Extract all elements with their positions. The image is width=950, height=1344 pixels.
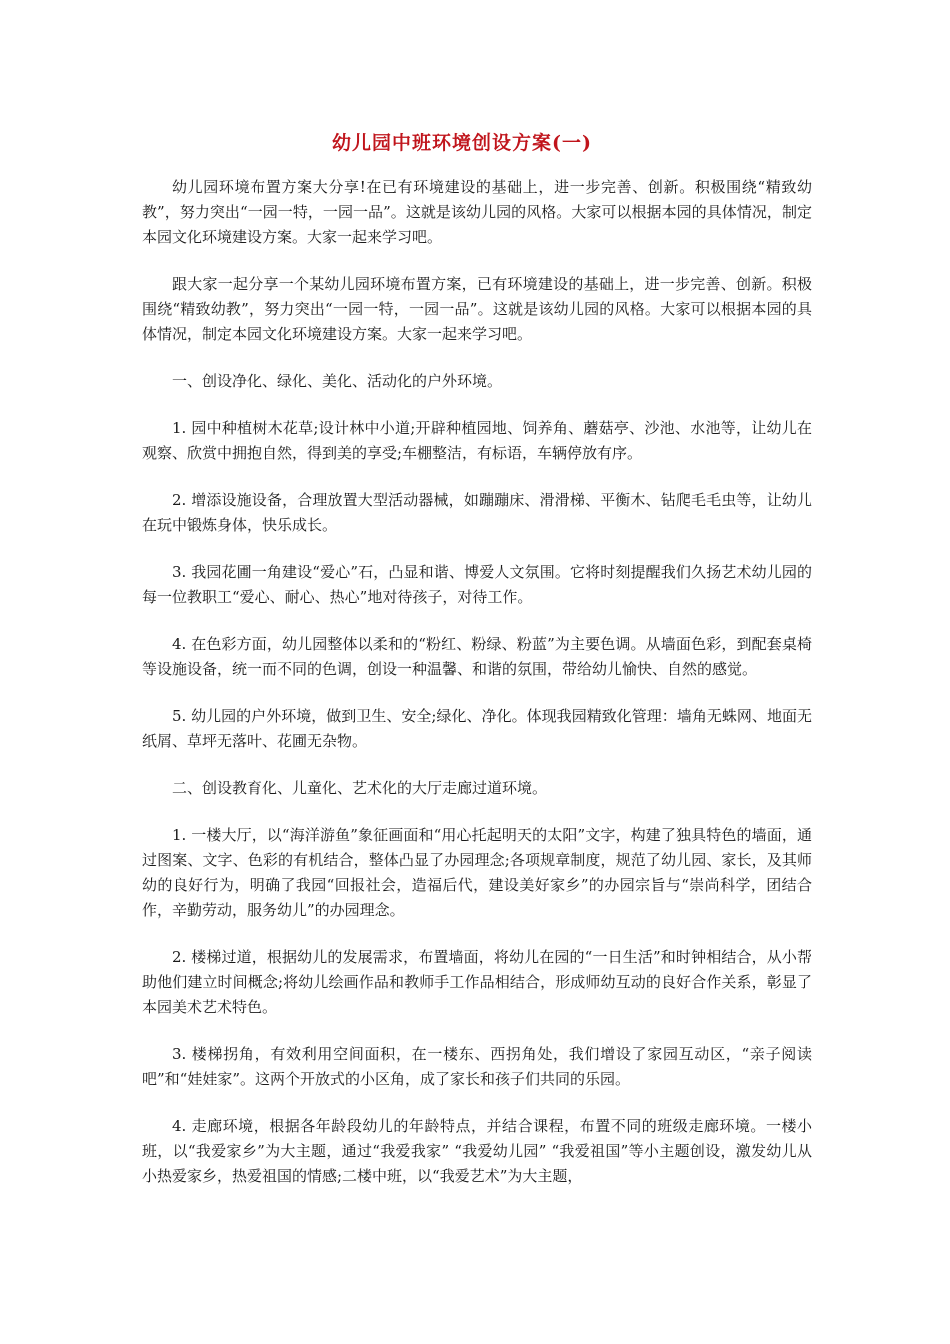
document-title: 幼儿园中班环境创设方案(一) xyxy=(332,132,592,154)
intro-paragraph-2: 跟大家一起分享一个某幼儿园环境布置方案，已有环境建设的基础上，进一步完善、创新。积极围绕“精致幼教”，努力突出“一园一特，一园一品”。这就是该幼儿园的风格。大家可以根据本园的具体情况，制定本园文化环境建设方案。大家一起来学习吧。 xyxy=(142,275,812,343)
section-1-item-5: 5. 幼儿园的户外环境，做到卫生、安全;绿化、净化。体现我园精致化管理：墙角无蛛网、地面无纸屑、草坪无落叶、花圃无杂物。 xyxy=(142,707,812,750)
section-1-item-1: 1. 园中种植树木花草;设计林中小道;开辟种植园地、饲养角、蘑菇亭、沙池、水池等，让幼儿在观察、欣赏中拥抱自然，得到美的享受;车棚整洁，有标语，车辆停放有序。 xyxy=(142,419,812,462)
section-2-item-1: 1. 一楼大厅，以“海洋游鱼”象征画面和“用心托起明天的太阳”文字，构建了独具特色的墙面，通过图案、文字、色彩的有机结合，整体凸显了办园理念;各项规章制度，规范了幼儿园、家长，及其师幼的良好行为，明确了我园“回报社会，造福后代，建设美好家乡”的办园宗旨与“崇尚科学，团结合作，辛勤劳动，服务幼儿”的办园理念。 xyxy=(142,826,812,919)
section-1-item-2: 2. 增添设施设备，合理放置大型活动器械，如蹦蹦床、滑滑梯、平衡木、钻爬毛毛虫等，让幼儿在玩中锻炼身体，快乐成长。 xyxy=(142,491,812,534)
section-2-item-3: 3. 楼梯拐角，有效利用空间面积，在一楼东、西拐角处，我们增设了家园互动区，“亲子阅读吧”和“娃娃家”。这两个开放式的小区角，成了家长和孩子们共同的乐园。 xyxy=(142,1045,812,1088)
section-1-item-3: 3. 我园花圃一角建设“爱心”石，凸显和谐、博爱人文氛围。它将时刻提醒我们久扬艺术幼儿园的每一位教职工“爱心、耐心、热心”地对待孩子，对待工作。 xyxy=(142,563,812,606)
intro-paragraph-1: 幼儿园环境布置方案大分享!在已有环境建设的基础上，进一步完善、创新。积极围绕“精致幼教”，努力突出“一园一特，一园一品”。这就是该幼儿园的风格。大家可以根据本园的具体情况，制定本园文化环境建设方案。大家一起来学习吧。 xyxy=(142,178,812,246)
section-heading-1: 一、创设净化、绿化、美化、活动化的户外环境。 xyxy=(172,372,503,390)
document-page xyxy=(142,128,812,1211)
section-1-item-4: 4. 在色彩方面，幼儿园整体以柔和的“粉红、粉绿、粉蓝”为主要色调。从墙面色彩，到配套桌椅等设施设备，统一而不同的色调，创设一种温馨、和谐的氛围，带给幼儿愉快、自然的感觉。 xyxy=(142,635,812,678)
section-2-item-2: 2. 楼梯过道，根据幼儿的发展需求，布置墙面，将幼儿在园的“一日生活”和时钟相结合，从小帮助他们建立时间概念;将幼儿绘画作品和教师手工作品相结合，形成师幼互动的良好合作关系，彰显了本园美术艺术特色。 xyxy=(142,948,812,1016)
section-heading-2: 二、创设教育化、儿童化、艺术化的大厅走廊过道环境。 xyxy=(172,779,548,797)
section-2-item-4: 4. 走廊环境，根据各年龄段幼儿的年龄特点，并结合课程，布置不同的班级走廊环境。一楼小班，以“我爱家乡”为大主题，通过“我爱我家” “我爱幼儿园” “我爱祖国”等小主题创设，激发幼儿从小热爱家乡，热爱祖国的情感;二楼中班，以“我爱艺术”为大主题， xyxy=(142,1117,812,1185)
